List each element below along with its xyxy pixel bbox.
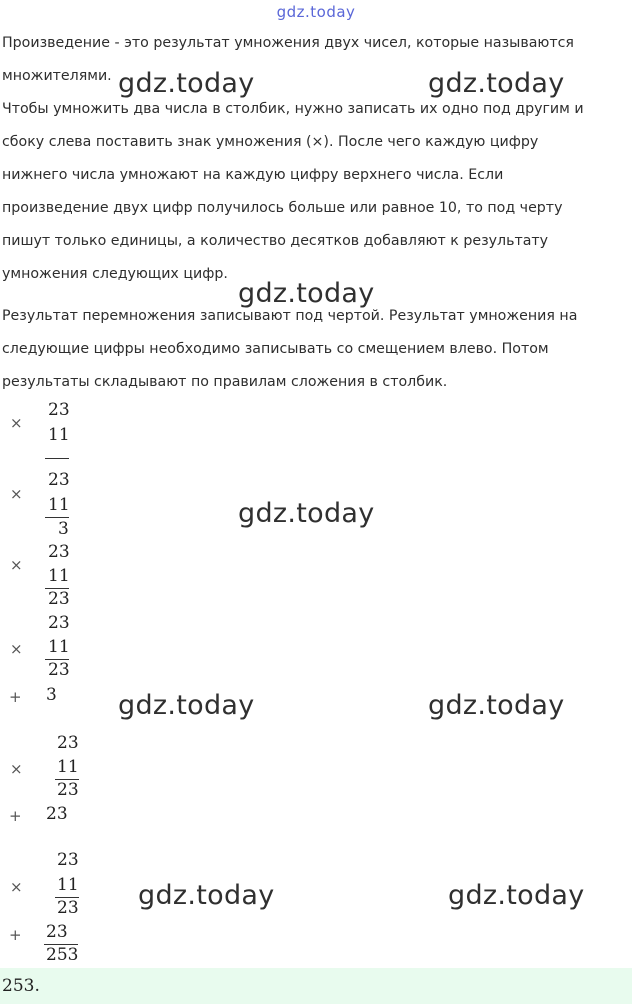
answer-bar <box>0 968 632 1004</box>
site-logo[interactable]: gdz.today <box>276 3 356 21</box>
partial-product: 23 <box>48 589 70 609</box>
plus-sign: + <box>9 688 22 706</box>
partial-product-2: 23 <box>46 922 68 942</box>
multiplier: 11 <box>57 757 79 777</box>
multiplier: 11 <box>48 495 70 515</box>
method-paragraph: Чтобы умножить два числа в столбик, нужно записать их одно под другим и сбоку слева поставить знак умножения (×). После чего каждую цифру нижнего числа умножают на каждую цифру верхнего числа. Если произведение двух цифр получилось больше или равное 10, то под черту пишут только единицы, а количество десятков добавляют к результату умножения следующих цифр. <box>2 101 584 282</box>
underline <box>45 517 69 518</box>
multiplicand: 23 <box>48 400 70 420</box>
partial-product: 23 <box>48 660 70 680</box>
partial-product: 3 <box>58 519 69 539</box>
watermark: gdz.today <box>238 278 375 309</box>
final-product: 253 <box>46 945 79 965</box>
partial-product: 23 <box>57 898 79 918</box>
times-sign: × <box>10 485 23 503</box>
multiplicand: 23 <box>48 542 70 562</box>
times-sign: × <box>10 760 23 778</box>
partial-product-2: 23 <box>46 804 68 824</box>
times-sign: × <box>10 640 23 658</box>
multiplicand: 23 <box>57 850 79 870</box>
watermark: gdz.today <box>448 880 585 911</box>
multiplicand: 23 <box>48 613 70 633</box>
plus-sign: + <box>9 926 22 944</box>
watermark: gdz.today <box>238 498 375 529</box>
watermark: gdz.today <box>118 690 255 721</box>
times-sign: × <box>10 414 23 432</box>
watermark: gdz.today <box>428 690 565 721</box>
times-sign: × <box>10 878 23 896</box>
watermark: gdz.today <box>118 68 255 99</box>
partial-product: 23 <box>57 780 79 800</box>
watermark: gdz.today <box>428 68 565 99</box>
definition-paragraph: Произведение - это результат умножения двух чисел, которые называются множителями. <box>2 35 574 84</box>
multiplicand: 23 <box>48 470 70 490</box>
multiplier: 11 <box>48 425 70 445</box>
result-paragraph: Результат перемножения записывают под чертой. Результат умножения на следующие цифры необходимо записывать со смещением влево. Потом результаты складывают по правилам сложения в столбик. <box>2 308 578 390</box>
multiplicand: 23 <box>57 733 79 753</box>
multiplier: 11 <box>48 566 70 586</box>
multiplier: 11 <box>57 875 79 895</box>
underline <box>45 458 69 459</box>
watermark: gdz.today <box>138 880 275 911</box>
multiplier: 11 <box>48 637 70 657</box>
partial-product-2: 3 <box>46 685 57 705</box>
plus-sign: + <box>9 807 22 825</box>
answer-text: 253. <box>2 976 40 996</box>
times-sign: × <box>10 556 23 574</box>
